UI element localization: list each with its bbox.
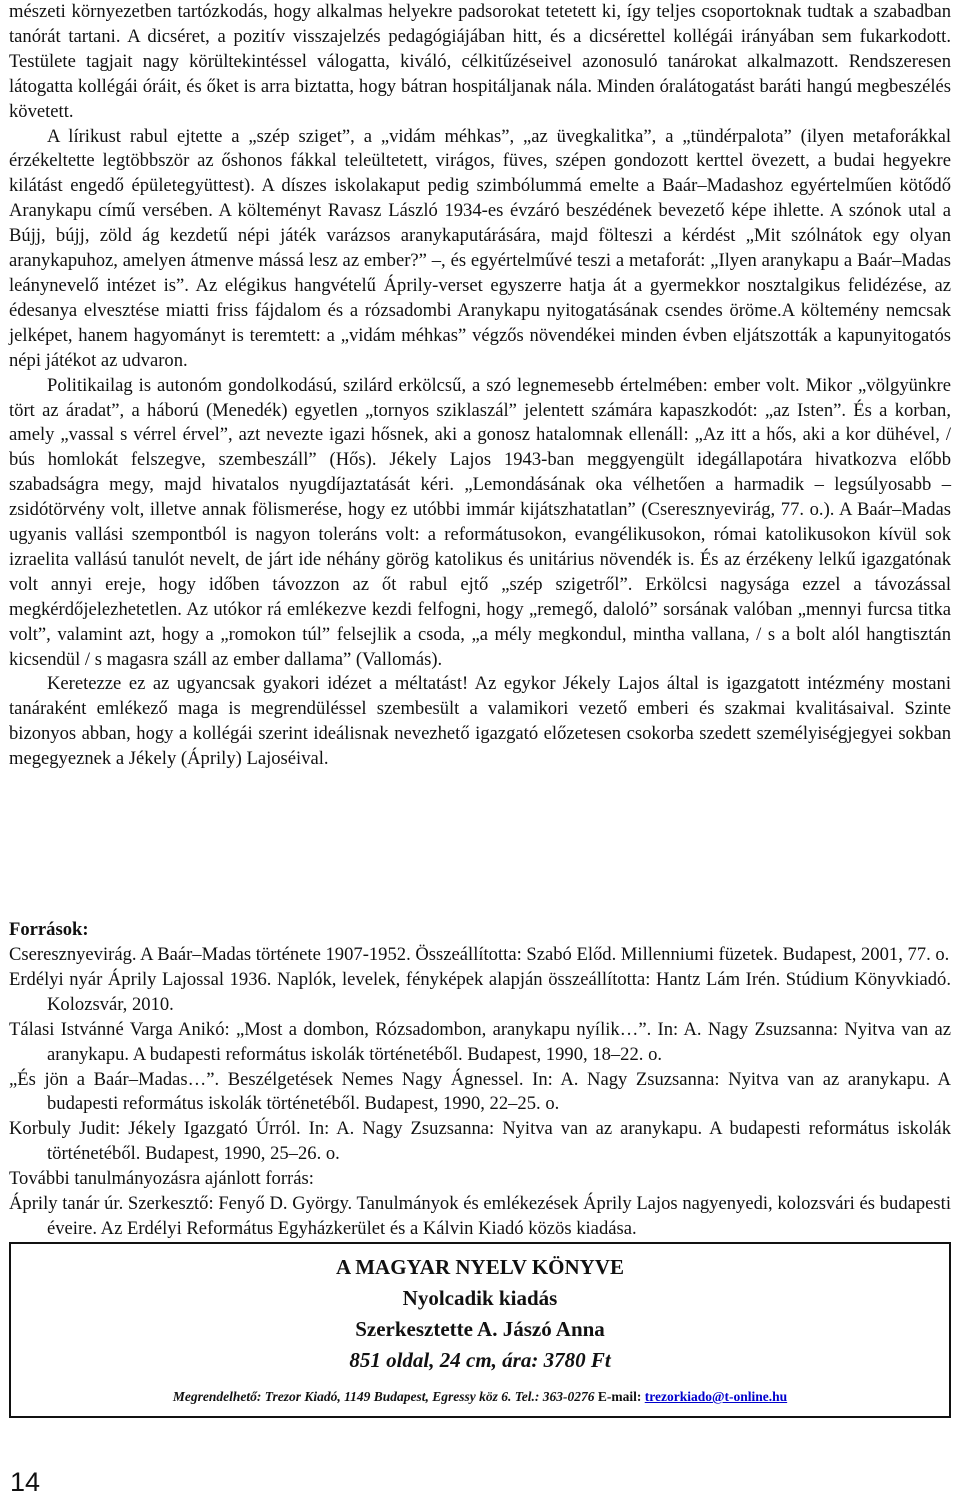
source-item: „És jön a Baár–Madas…”. Beszélgetések Nemes Nagy Ágnessel. In: A. Nagy Zsuzsanna: Nyitva van az aranykapu. A budapesti református iskolák történetéből. Budapest, 1990, 22–25. o.	[9, 1068, 951, 1115]
paragraph-1: mészeti környezetben tartózkodás, hogy alkalmas helyekre padsorokat tetetett ki, így teljes csoportoknak tudtak a szabadban tanórát tartani. A dicséret, a pozitív visszajelzés pedagógiájában hitt, és a dicsérettel kollégái irányában sem fukarkodott. Testülete tagjait nagy körültekintéssel válogatta, kiváló, célkitűzéseivel azonosuló tanárokat alkalmazott. Rendszeresen látogatta kollégái óráit, és őket is arra biztatta, hogy bátran hospitáljanak nála. Minden óralátogatást baráti hangú megbeszélés követett.	[9, 1, 951, 122]
paragraph-3: Politikailag is autonóm gondolkodású, szilárd erkölcsű, a szó legnemesebb értelmében: ember volt. Mikor „völgyünkre tört az áradat”, a háború (Menedék) egyetlen „tornyos sziklaszál” jelentett számára kapaszkodót: „az Isten”. És a korban, amely „vassal s vérrel érvel”, azt nevezte igazi hősnek, aki a gonosz hatalomnak ellenáll: „Az itt a hős, aki a kor dühével, / bús homlokát felszegve, szembeszáll” (Hős). Jékely Lajos 1943-ban meggyengült idegállapotára hivatkozva előbb szabadságra megy, majd hivatalos nyugdíjaztatását kéri. „Lemondásának oka vélhetően a harmadik – legsúlyosabb – zsidótörvény volt, illetve annak fölismerése, hogy ez utóbbi immár kijátszhatatlan” (Cseresznyevirág, 77. o.). A Baár–Madas ugyanis vallási szempontból is nagyon toleráns volt: a reformátusokon, evangélikusokon, római katolikusokon kívül sok izraelita vallású tanulót nevelt, de járt ide néhány görög katolikus és unitárius növendék is. És az érzékeny lelkű igazgatónak volt annyi ereje, hogy időben távozzon az őt rabul ejtő „szép szigetről”. Erkölcsi nagysága ezzel a távozással megkérdőjelezhetetlen. Az utókor rá emlékezve kezdi felfogni, hogy „remegő, daloló” sorsának valóban „mennyi furcsa titka volt”, valamint azt, hogy a „romokon túl” felsejlik a csoda, „a mély megkondul, mintha vallana, / s a bolt alól hangtisztán kicsendül / s magasra száll az ember dallama” (Vallomás).	[9, 374, 951, 670]
ad-editor: Szerkesztette A. Jászó Anna	[355, 1317, 605, 1341]
source-item: Áprily tanár úr. Szerkesztő: Fenyő D. György. Tanulmányok és emlékezések Áprily Lajos nagyenyedi, kolozsvári és budapesti éveire. Az Erdélyi Református Egyházkerület és a Kálvin Kiadó közös kiadása.	[9, 1193, 951, 1239]
ad-edition: Nyolcadik kiadás	[402, 1286, 558, 1310]
further-reading-label: További tanulmányozásra ajánlott forrás:	[9, 1168, 314, 1190]
sources-list	[9, 943, 951, 1242]
page-number: 14	[10, 1467, 41, 1497]
ad-order-text: Megrendelhető: Trezor Kiadó, 1149 Budapest, Egressy köz 6. Tel.: 363-0276	[172, 1389, 595, 1404]
paragraph-4: Keretezze ez az ugyancsak gyakori idézet a méltatást! Az egykor Jékely Lajos által is igazgatott intézmény mostani tanáraként emlékező maga is megrendüléssel szembesült a valamikori vezető emberi és szakmai kvalitásaival. Szinte bizonyos abban, hogy a kollégái szerint ideálisnak nevezhető igazgató előzetesen csokorba szedett személyiségjegyei sokban megegyeznek a Jékely (Áprily) Lajoséival.	[9, 673, 951, 770]
source-item: Erdélyi nyár Áprily Lajossal 1936. Naplók, levelek, fényképek alapján összeállította: Hantz Lám Irén. Stúdium Könyvkiadó. Kolozsvár, 2010.	[9, 968, 951, 1015]
article-body	[9, 0, 951, 772]
ad-book-title: A MAGYAR NYELV KÖNYVE	[335, 1255, 625, 1279]
source-item: Korbuly Judit: Jékely Igazgató Úrról. In: A. Nagy Zsuzsanna: Nyitva van az aranykapu. A budapesti református iskolák történetéből. Budapest, 1990, 25–26. o.	[9, 1118, 951, 1165]
ad-email-label: E-mail:	[597, 1389, 642, 1404]
ad-order-info	[11, 1389, 949, 1405]
ad-details: 851 oldal, 24 cm, ára: 3780 Ft	[349, 1348, 611, 1372]
book-advertisement	[9, 1242, 951, 1418]
ad-email-link[interactable]: trezorkiado@t-online.hu	[644, 1389, 788, 1404]
paragraph-2: A lírikust rabul ejtette a „szép sziget”, a „vidám méhkas”, „az üvegkalitka”, a „tündérpalota” (ilyen metaforákkal érzékeltette legtöbbször az őshonos fákkal teleültetett, virágos, füves, szépen gondozott kerttel övezett, a budai hegyekre kilátást engedő épületegyüttest). A díszes iskolakaput pedig szimbólummá emelte a Baár–Madashoz egyértelműen kötődő Aranykapu című versében. A költeményt Ravasz László 1934-es évzáró beszédének bevezető képe ihlette. A szónok utal a Bújj, bújj, zöld ág kezdetű népi játék varázsos aranykaputárására, majd fölteszi a kérdést „Mit szólnátok egy olyan aranykapuhoz, amelyen átmenve mássá lesz az ember?” –, és egyértelművé teszi a metaforát: „Ilyen aranykapu a Baár–Madas leánynevelő intézet is”. Az elégikus hangvételű Áprily-verset egyszerre hatja át a gyermekkor nosztalgikus felidézése, az édesanya elvesztése miatti friss fájdalom és a rózsadombi Aranykapu nyitogatásának csendes öröme.A költemény nemcsak jelképet, hanem hagyományt is teremtett: a „vidám méhkas” végzős növendékei minden évben eljátszották a kapunyitogatós népi játékot az udvaron.	[9, 125, 951, 371]
source-item: Cseresznyevirág. A Baár–Madas története 1907-1952. Összeállította: Szabó Előd. Millenniumi füzetek. Budapest, 2001, 77. o.	[9, 944, 950, 965]
sources-heading: Források:	[9, 919, 89, 940]
source-item: Tálasi Istvánné Varga Anikó: „Most a dombon, Rózsadombon, aranykapu nyílik…”. In: A. Nagy Zsuzsanna: Nyitva van az aranykapu. A budapesti református iskolák történetéből. Budapest, 1990, 18–22. o.	[9, 1018, 951, 1065]
